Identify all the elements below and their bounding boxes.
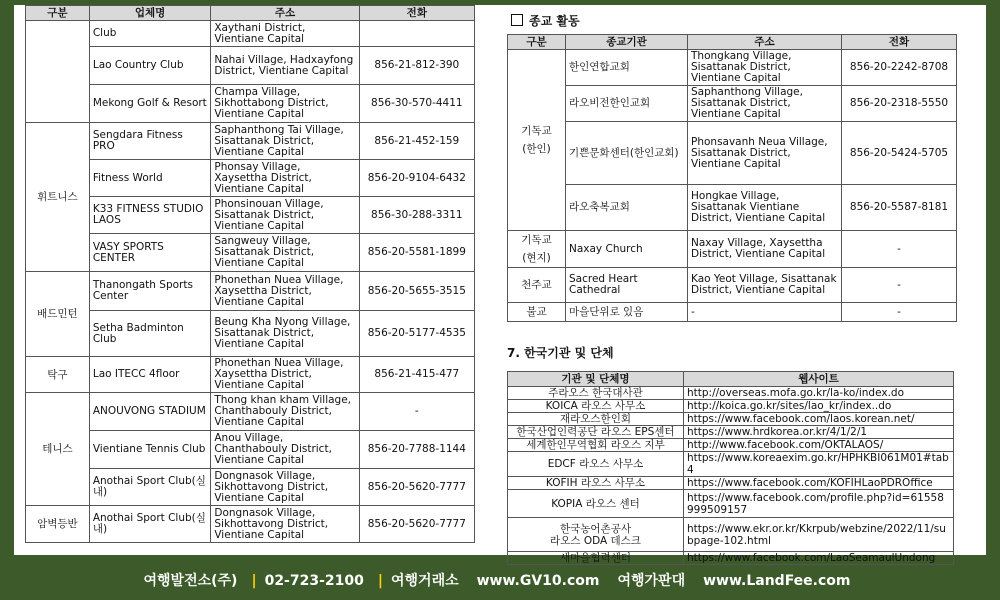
column-header: 구분 bbox=[508, 35, 566, 50]
table-row bbox=[508, 439, 954, 452]
phone-cell: 856-21-452-159 bbox=[359, 123, 474, 160]
org-name-cell: 한국농어촌공사 라오스 ODA 데스크 bbox=[508, 518, 684, 552]
address-cell: Phonsay Village, Xaysettha District, Vientiane Capital bbox=[211, 160, 359, 197]
checkbox-square-icon bbox=[511, 14, 523, 26]
column-header: 주소 bbox=[688, 35, 842, 50]
company-phone: 02-723-2100 bbox=[264, 573, 364, 589]
address-cell: Kao Yeot Village, Sisattanak District, Vientiane Capital bbox=[688, 268, 842, 303]
name-cell: 라오축복교회 bbox=[566, 185, 688, 231]
phone-cell: 856-21-812-390 bbox=[359, 47, 474, 85]
address-cell: Dongnasok Village, Sikhottavong District, Vientiane Capital bbox=[211, 506, 359, 543]
org-name-cell: 재라오스한인회 bbox=[508, 413, 684, 426]
phone-cell: 856-20-5177-4535 bbox=[359, 311, 474, 357]
name-cell: Club bbox=[89, 21, 211, 47]
name-cell: Anothai Sport Club(실내) bbox=[89, 469, 211, 506]
address-cell: Naxay Village, Xaysettha District, Vientiane Capital bbox=[688, 231, 842, 268]
org-name-cell: 주라오스 한국대사관 bbox=[508, 387, 684, 400]
phone-cell: - bbox=[359, 393, 474, 431]
org-name-cell: 한국산업인력공단 라오스 EPS센터 bbox=[508, 426, 684, 439]
table-row bbox=[26, 272, 475, 311]
store-label: 여행가판대 bbox=[617, 573, 686, 589]
name-cell: Mekong Golf & Resort bbox=[89, 85, 211, 123]
name-cell: 라오비전한인교회 bbox=[566, 86, 688, 122]
table-row bbox=[26, 311, 475, 357]
category-cell: 불교 bbox=[508, 303, 566, 322]
phone-cell: 856-20-2242-8708 bbox=[842, 50, 957, 86]
phone-cell: 856-20-5620-7777 bbox=[359, 506, 474, 543]
phone-cell: 856-20-5620-7777 bbox=[359, 469, 474, 506]
table-row bbox=[508, 185, 957, 231]
column-header: 기관 및 단체명 bbox=[508, 372, 684, 387]
exchange-url[interactable]: www.GV10.com bbox=[476, 573, 600, 589]
address-cell: Sangweuy Village, Sisattanak District, Vientiane Capital bbox=[211, 234, 359, 272]
website-cell[interactable]: https://www.koreaexim.go.kr/HPHKBI061M01#tab4 bbox=[684, 452, 954, 477]
name-cell: Naxay Church bbox=[566, 231, 688, 268]
table-row bbox=[508, 426, 954, 439]
phone-cell: 856-30-288-3311 bbox=[359, 197, 474, 234]
phone-cell: 856-20-2318-5550 bbox=[842, 86, 957, 122]
name-cell: Sengdara Fitness PRO bbox=[89, 123, 211, 160]
phone-cell: - bbox=[842, 268, 957, 303]
table-row bbox=[508, 268, 957, 303]
phone-cell: 856-20-5581-1899 bbox=[359, 234, 474, 272]
column-header: 전화 bbox=[842, 35, 957, 50]
table-row bbox=[508, 477, 954, 490]
website-cell[interactable]: https://www.ekr.or.kr/Kkrpub/webzine/2022/11/subpage-102.html bbox=[684, 518, 954, 552]
address-cell: Saphanthong Tai Village, Sisattanak District, Vientiane Capital bbox=[211, 123, 359, 160]
column-header: 주소 bbox=[211, 6, 359, 21]
name-cell: K33 FITNESS STUDIO LAOS bbox=[89, 197, 211, 234]
name-cell: 마을단위로 있음 bbox=[566, 303, 688, 322]
table-row bbox=[26, 357, 475, 393]
table-row bbox=[26, 234, 475, 272]
website-cell[interactable]: https://www.facebook.com/profile.php?id=61558999509157 bbox=[684, 490, 954, 518]
table-row bbox=[26, 469, 475, 506]
name-cell: Setha Badminton Club bbox=[89, 311, 211, 357]
address-cell: - bbox=[688, 303, 842, 322]
name-cell: 한인연합교회 bbox=[566, 50, 688, 86]
phone-cell: - bbox=[842, 231, 957, 268]
store-url[interactable]: www.LandFee.com bbox=[703, 573, 851, 589]
religion-section-title: 종교 활동 bbox=[511, 12, 580, 29]
korean-orgs-table bbox=[507, 371, 954, 565]
org-name-cell: 새마을협력센터 bbox=[508, 552, 684, 565]
table-row bbox=[508, 400, 954, 413]
address-cell: Thong khan kham Village, Chanthabouly District, Vientiane Capital bbox=[211, 393, 359, 431]
address-cell: Phonsinouan Village, Sisattanak District, Vientiane Capital bbox=[211, 197, 359, 234]
org-name-cell: 세계한인무역협회 라오스 지부 bbox=[508, 439, 684, 452]
column-header: 전화 bbox=[359, 6, 474, 21]
name-cell: Sacred Heart Cathedral bbox=[566, 268, 688, 303]
column-header: 업체명 bbox=[89, 6, 211, 21]
table-row bbox=[508, 303, 957, 322]
table-row bbox=[26, 431, 475, 469]
category-cell: 휘트니스 bbox=[26, 123, 90, 272]
address-cell: Anou Village, Chanthabouly District, Vientiane Capital bbox=[211, 431, 359, 469]
phone-cell: 856-20-9104-6432 bbox=[359, 160, 474, 197]
table-row bbox=[508, 413, 954, 426]
category-cell: 암벽등반 bbox=[26, 506, 90, 543]
org-name-cell: KOFIH 라오스 사무소 bbox=[508, 477, 684, 490]
address-cell: Dongnasok Village, Sikhottavong District, Vientiane Capital bbox=[211, 469, 359, 506]
website-cell[interactable]: http://koica.go.kr/sites/lao_kr/index..do bbox=[684, 400, 954, 413]
column-header: 웹사이트 bbox=[684, 372, 954, 387]
religion-table bbox=[507, 34, 957, 322]
address-cell: Hongkae Village, Sisattanak Vientiane District, Vientiane Capital bbox=[688, 185, 842, 231]
table-row bbox=[508, 122, 957, 185]
website-cell[interactable]: https://www.facebook.com/KOFIHLaoPDROffice bbox=[684, 477, 954, 490]
exchange-label: 여행거래소 bbox=[391, 573, 459, 589]
table-row bbox=[26, 197, 475, 234]
website-cell[interactable]: http://www.facebook.com/OKTALAOS/ bbox=[684, 439, 954, 452]
phone-cell bbox=[359, 21, 474, 47]
category-cell: 천주교 bbox=[508, 268, 566, 303]
table-row bbox=[508, 518, 954, 552]
column-header: 종교기관 bbox=[566, 35, 688, 50]
category-cell: 탁구 bbox=[26, 357, 90, 393]
address-cell: Phonsavanh Neua Village, Sisattanak District, Vientiane Capital bbox=[688, 122, 842, 185]
name-cell: Lao ITECC 4floor bbox=[89, 357, 211, 393]
name-cell: Vientiane Tennis Club bbox=[89, 431, 211, 469]
company-name: 여행발전소(주) bbox=[143, 573, 238, 589]
phone-cell: 856-21-415-477 bbox=[359, 357, 474, 393]
table-row bbox=[508, 50, 957, 86]
address-cell: Phonethan Nuea Village, Xaysettha District, Vientiane Capital bbox=[211, 272, 359, 311]
phone-cell: 856-20-5424-5705 bbox=[842, 122, 957, 185]
table-row bbox=[508, 387, 954, 400]
name-cell: Fitness World bbox=[89, 160, 211, 197]
name-cell: ANOUVONG STADIUM bbox=[89, 393, 211, 431]
org-name-cell: KOICA 라오스 사무소 bbox=[508, 400, 684, 413]
orgs-section-title: 7. 한국기관 및 단체 bbox=[507, 346, 614, 360]
category-cell: 테니스 bbox=[26, 393, 90, 506]
phone-cell: - bbox=[842, 303, 957, 322]
phone-cell: 856-20-5655-3515 bbox=[359, 272, 474, 311]
category-cell: 배드민턴 bbox=[26, 272, 90, 357]
name-cell: VASY SPORTS CENTER bbox=[89, 234, 211, 272]
name-cell: 기쁜문화센터(한인교회) bbox=[566, 122, 688, 185]
table-row bbox=[26, 47, 475, 85]
category-cell bbox=[26, 21, 90, 123]
address-cell: Thongkang Village, Sisattanak District, Vientiane Capital bbox=[688, 50, 842, 86]
website-cell[interactable]: https://www.facebook.com/laos.korean.net/ bbox=[684, 413, 954, 426]
table-row bbox=[26, 393, 475, 431]
address-cell: Champa Village, Sikhottabong District, Vientiane Capital bbox=[211, 85, 359, 123]
table-row bbox=[508, 231, 957, 268]
sports-facilities-table bbox=[25, 5, 475, 543]
org-name-cell: KOPIA 라오스 센터 bbox=[508, 490, 684, 518]
name-cell: Thanongath Sports Center bbox=[89, 272, 211, 311]
address-cell: Xaythani District, Vientiane Capital bbox=[211, 21, 359, 47]
phone-cell: 856-20-5587-8181 bbox=[842, 185, 957, 231]
name-cell: Lao Country Club bbox=[89, 47, 211, 85]
website-cell[interactable]: http://overseas.mofa.go.kr/la-ko/index.do bbox=[684, 387, 954, 400]
footer-banner: 여행발전소(주) | 02-723-2100 | 여행거래소 www.GV10.com 여행가판대 www.LandFee.com bbox=[143, 573, 851, 589]
address-cell: Saphanthong Village, Sisattanak District, Vientiane Capital bbox=[688, 86, 842, 122]
phone-cell: 856-20-7788-1144 bbox=[359, 431, 474, 469]
name-cell: Anothai Sport Club(실내) bbox=[89, 506, 211, 543]
address-cell: Nahai Village, Hadxayfong District, Vientiane Capital bbox=[211, 47, 359, 85]
phone-cell: 856-30-570-4411 bbox=[359, 85, 474, 123]
category-cell: 기독교 (한인) bbox=[508, 50, 566, 231]
table-row bbox=[26, 160, 475, 197]
table-row bbox=[26, 123, 475, 160]
table-row bbox=[26, 85, 475, 123]
table-row bbox=[26, 506, 475, 543]
category-cell: 기독교 (현지) bbox=[508, 231, 566, 268]
table-row bbox=[508, 86, 957, 122]
table-row bbox=[508, 490, 954, 518]
website-cell[interactable]: https://www.facebook.com/LaoSeamaulUndong bbox=[684, 552, 954, 565]
address-cell: Beung Kha Nyong Village, Sisattanak District, Vientiane Capital bbox=[211, 311, 359, 357]
table-row bbox=[508, 552, 954, 565]
column-header: 구분 bbox=[26, 6, 90, 21]
table-row bbox=[26, 21, 475, 47]
website-cell[interactable]: https://www.hrdkorea.or.kr/4/1/2/1 bbox=[684, 426, 954, 439]
table-row bbox=[508, 452, 954, 477]
address-cell: Phonethan Nuea Village, Xaysettha District, Vientiane Capital bbox=[211, 357, 359, 393]
org-name-cell: EDCF 라오스 사무소 bbox=[508, 452, 684, 477]
